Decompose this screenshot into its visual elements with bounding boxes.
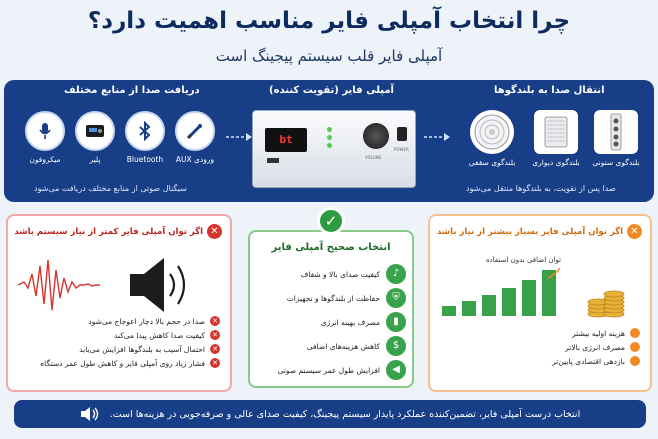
x-icon: ✕ [207,224,222,239]
source-label: میکروفون [29,155,61,164]
speaker-label: بلندگوی دیواری [532,158,580,167]
list-item: ✕ صدا در حجم بالا دچار اعوجاج می‌شود [40,314,220,328]
low-power-title: اگر توان آمپلی فایر کمتر از نیاز سیستم باشد [14,226,203,237]
amplifier-display: bt [265,128,307,152]
wall-speaker-icon [541,115,571,149]
volume-knob [363,123,389,149]
speaker-icon [130,258,164,312]
list-item: ✕ کیفیت صدا کاهش پیدا می‌کند [40,328,220,342]
microphone-icon [35,121,55,141]
footer-text: انتخاب درست آمپلی فایر، تضمین‌کننده عملکرد پایدار سیستم پیجینگ، کیفیت صدای عالی و صرفه‌جویی در هزینه‌ها است. [109,408,581,420]
x-icon: ✕ [210,330,220,340]
bullet-icon [630,328,640,338]
power-bar [502,288,516,316]
benefit-row: ▮ مصرف بهینه انرژی [321,312,406,332]
coins-icon [586,286,626,320]
shield-icon: ⛨ [386,288,406,308]
list-item: بازدهی اقتصادی پایین‌تر [552,354,640,368]
speaker-ceiling [466,110,518,167]
check-icon: ✓ [317,207,345,235]
speaker-icon [80,405,100,423]
footer-banner [14,400,646,428]
distorted-wave-icon [18,252,222,318]
x-icon: ✕ [210,316,220,326]
source-bluetooth [122,111,168,164]
usb-port [267,158,279,163]
list-item: ✕ فشار زیاد روی آمپلی فایر و کاهش طول عمر دستگاه [40,356,220,370]
page-title: چرا انتخاب آمپلی فایر مناسب اهمیت دارد؟ [87,8,571,34]
speaker-label: بلندگوی سقفی [468,158,516,167]
battery-icon: ▮ [386,312,406,332]
speaker-icon: ◀ [386,360,406,380]
x-icon: ✕ [627,224,642,239]
knob-label: VOLUME [365,155,382,160]
aux-jack-icon [185,121,205,141]
unused-power-label: توان اضافی بدون استفاده [486,256,562,264]
list-item: هزینه اولیه بیشتر [552,326,640,340]
high-power-title: اگر توان آمپلی فایر بسیار بیشتر از نیاز باشد [436,226,623,237]
ceiling-speaker-icon [473,113,511,151]
sound-quality-icon: ♪ [386,264,406,284]
source-player [72,111,118,164]
power-bar [462,301,476,316]
speaker-column [590,110,642,167]
page-subtitle: آمپلی فایر قلب سیستم پیجینگ است [215,47,443,65]
speakers-footer: صدا پس از تقویت، به بلندگوها منتقل می‌شود [466,184,616,193]
power-bar [522,280,536,316]
amplifier-device [252,110,416,188]
bullet-icon [630,356,640,366]
power-label: POWER [394,147,409,152]
arrow-right-icon [424,132,450,142]
sources-footer: سیگنال صوتی از منابع مختلف دریافت می‌شود [34,184,187,193]
benefit-row: ⛨ حفاظت از بلندگوها و تجهیزات [287,288,406,308]
source-label: ورودی AUX [175,155,215,164]
correct-choice-panel [248,230,414,388]
benefit-row: $ کاهش هزینه‌های اضافی [307,336,406,356]
list-item: ✕ احتمال آسیب به بلندگوها افزایش می‌یابد [40,342,220,356]
power-button [397,127,407,141]
list-item: مصرف انرژی بالاتر [552,340,640,354]
source-label: پلیر [89,155,101,164]
bullet-icon [630,342,640,352]
column-speaker-icon [607,113,625,151]
player-icon [84,121,106,141]
source-microphone [22,111,68,164]
low-power-list [40,314,220,370]
x-icon: ✕ [210,358,220,368]
low-power-panel [6,214,232,392]
sources-title: دریافت صدا از منابع مختلف [64,85,200,96]
correct-choice-title: انتخاب صحیح آمپلی فایر [271,242,391,253]
speakers-title: انتقال صدا به بلندگوها [494,85,605,96]
source-label: Bluetooth [126,155,164,164]
power-bar [482,295,496,316]
power-bars-chart [438,266,568,318]
money-icon: $ [386,336,406,356]
high-power-list [552,326,640,368]
low-power-heading [14,224,222,239]
high-power-panel [428,214,652,392]
power-bar [442,306,456,316]
speaker-label: بلندگوی ستونی [592,158,640,167]
bluetooth-icon [135,121,155,141]
benefit-row: ♪ کیفیت صدای بالا و شفاف [301,264,406,284]
amplifier-title: آمپلی فایر (تقویت کننده) [269,85,394,96]
benefit-row: ◀ افزایش طول عمر سیستم صوتی [278,360,406,380]
speaker-wall [530,110,582,167]
arrow-right-icon [226,132,252,142]
high-power-heading [437,224,642,239]
source-aux [172,111,218,164]
x-icon: ✕ [210,344,220,354]
